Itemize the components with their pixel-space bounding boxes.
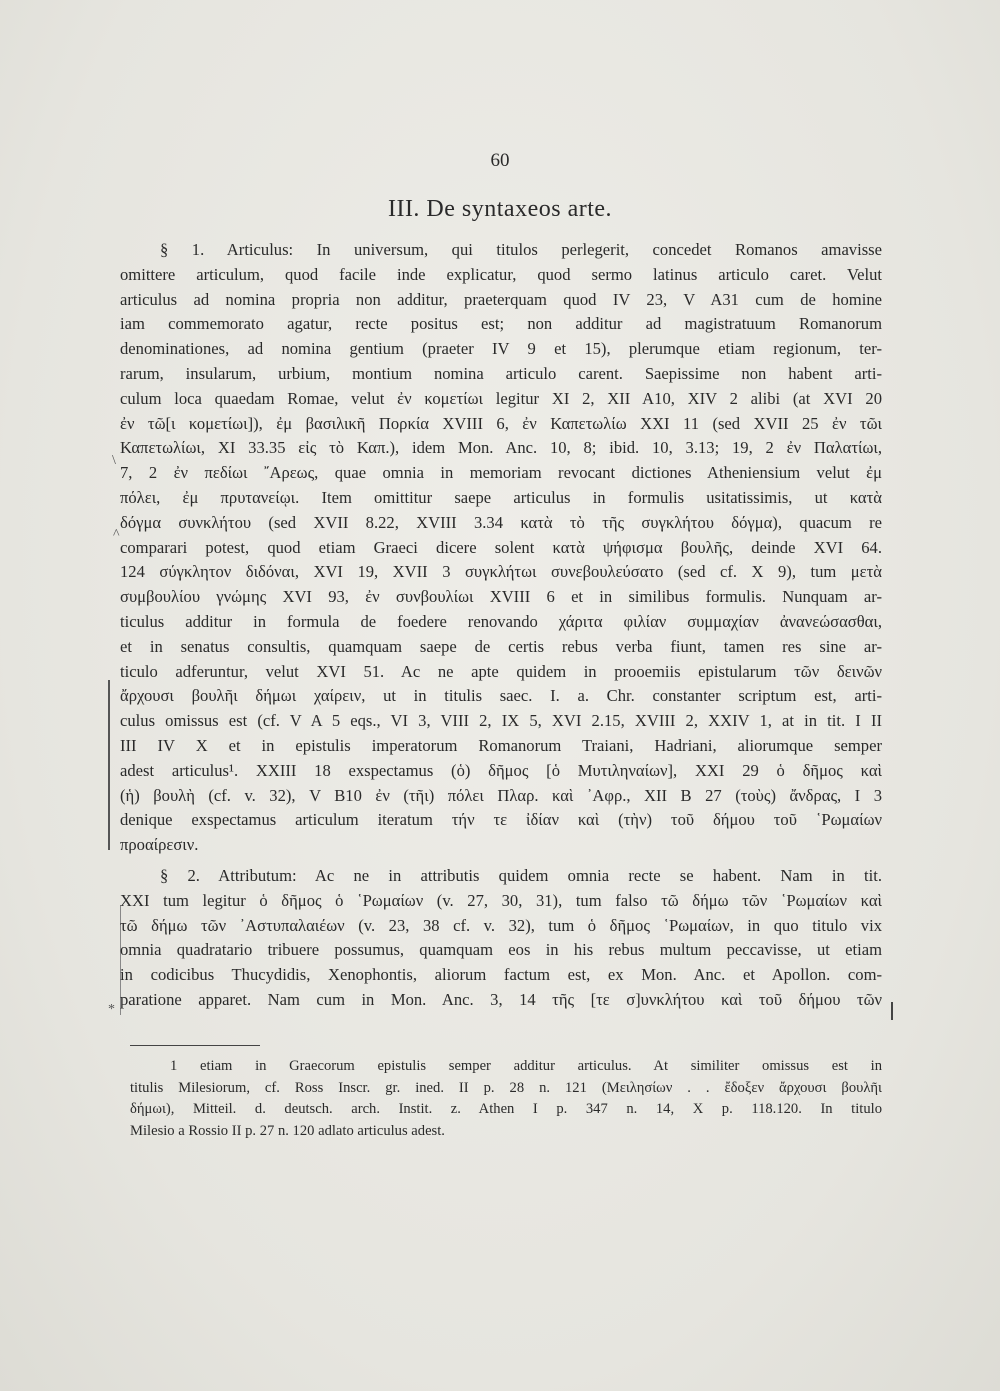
body-line: τῶ δήμω τῶν ᾿Αστυπαλαιέων (v. 23, 38 cf. v. 32), tum ὁ δῆμος ῾Ρωμαίων, in quo titulo vix [120,915,882,935]
body-line: rarum, insularum, urbium, montium nomina articulo carent. Saepissime non habent arti- [120,363,882,383]
footnote-line: δήμωι), Mitteil. d. deutsch. arch. Instit. z. Athen I p. 347 n. 14, X p. 118.120. In titulo [130,1101,882,1117]
body-line: δόγμα συνκλήτου (sed XVII 8.22, XVIII 3.34 κατὰ τὸ τῆς συγκλήτου δόγμα), quacum re [120,512,882,532]
body-line: XXI tum legitur ὁ δῆμος ὁ ῾Ρωμαίων (v. 27, 30, 31), tum falso τῶ δήμω τῶν ῾Ρωμαίων καὶ [120,890,882,910]
footnote-line: 1 etiam in Graecorum epistulis semper additur articulus. At similiter omissus est in [170,1058,882,1074]
body-line: culum loca quaedam Romae, velut ἐν κομετίωι legitur XI 2, XII A10, XIV 2 alibi (at XVI 20 [120,388,882,408]
body-line: πόλει, ἐμ πρυτανείῳι. Item omittitur saepe articulus in formulis usitatissimis, ut κατὰ [120,487,882,507]
margin-mark: \ [112,453,116,468]
body-line: (ἡ) βουλὴ (cf. v. 32), V B10 ἐν (τῆι) πόλει Πλαρ. καὶ ᾿Αφρ., XII B 27 (τοὺς) ἄνδρας, I 3 [120,785,882,805]
body-line: ἄρχουσι βουλῆι δήμωι χαίρειν, ut in titulis saec. I. a. Chr. constanter scriptum est, arti- [120,686,882,706]
margin-bar [108,680,110,850]
body-line: in codicibus Thucydidis, Xenophontis, aliorum factum est, ex Mon. Anc. et Apollon. com- [120,965,882,985]
body-line: § 1. Articulus: In universum, qui titulos perlegerit, concedet Romanos amavisse [160,240,882,259]
body-line: iam commemorato agatur, recte positus est; non additur ad magistratuum Romanorum [120,314,882,334]
body-line: § 2. Attributum: Ac ne in attributis quidem omnia recte se habent. Nam in tit. [160,865,882,885]
footnote-line: Milesio a Rossio II p. 27 n. 120 adlato articulus adest. [130,1122,445,1139]
body-line: προαίρεσιν. [120,835,199,855]
body-line: 7, 2 ἐν πεδίωι ῎Αρεως, quae omnia in memoriam revocant dictiones Atheniensium velut ἐμ [120,463,882,483]
right-bracket [891,1002,893,1020]
footnote-rule [130,1045,260,1046]
body-line: paratione apparet. Nam cum in Mon. Anc. 3, 14 τῆς [τε σ]υνκλήτου καὶ τοῦ δήμου τῶν [120,989,882,1009]
margin-mark: * [108,1002,115,1017]
body-line: συμβουλίου γνώμης XVI 93, ἐν συνβουλίωι XVIII 6 et in similibus formulis. Nunquam ar- [120,587,882,607]
body-line: articulus ad nomina propria non additur, praeterquam quod IV 23, V A31 cum de homine [120,289,882,309]
footnote [130,1056,882,1142]
body-line: denominationes, ad nomina gentium (praeter IV 9 et 15), plerumque etiam regionum, ter- [120,339,882,359]
body-line: comparari potest, quod etiam Graeci dicere solent κατὰ ψήφισμα βουλῆς, deinde XVI 64. [120,537,882,557]
page-number: 60 [490,150,510,171]
body-line: Καπετωλίωι, XI 33.35 εἰς τὸ Καπ.), idem Mon. Anc. 10, 8; ibid. 10, 3.13; 19, 2 ἐν Παλατίωι, [120,438,882,458]
section-title: III. De syntaxeos arte. [387,196,613,222]
body-line: 124 σύγκλητον διδόναι, XVI 19, XVII 3 συγκλήτωι συνεβουλεύσατο (sed cf. X 9), tum μετὰ [120,562,882,582]
body-line: ἐν τῶ[ι κομετίωι]), ἐμ βασιλικῆ Πορκία XVIII 6, ἐν Καπετωλίω XXI 11 (sed XVII 25 ἐν τῶι [120,413,882,433]
body-text [120,238,882,1013]
body-line: denique exspectamus articulum iteratum τήν τε ἰδίαν καὶ (τὴν) τοῦ δήμου τοῦ ῾Ρωμαίων [120,810,882,830]
body-line: ticulus additur in formula de foedere renovando χάριτα φιλίαν συμμαχίαν ἀνανεώσασθαι, [120,611,882,631]
footnote-line: titulis Milesiorum, cf. Ross Inscr. gr. ined. II p. 28 n. 121 (Μειλησίων . . ἔδοξεν ἄρχουσι βουλῆι [130,1079,882,1096]
body-line: III IV X et in epistulis imperatorum Romanorum Traiani, Hadriani, aliorumque semper [120,735,882,755]
body-line: culus omissus est (cf. V A 5 eqs., VI 3, VIII 2, IX 5, XVI 2.15, XVIII 2, XXIV 1, at in tit. I II [120,711,882,731]
body-line: omnia quadratario tribuere possumus, quamquam eos in his rebus multum peccavisse, ut etiam [120,940,882,960]
body-line: adest articulus¹. XXIII 18 exspectamus (ὁ) δῆμος [ὁ Μυτιληναίων], XXI 29 ὁ δῆμος καὶ [120,760,882,780]
margin-mark: ^ [113,527,120,542]
body-line: et in senatus consultis, quamquam saepe de certis rebus verba fiunt, tamen res sine ar- [120,636,882,656]
body-line: omittere articulum, quod facile inde explicatur, quod sermo latinus articulo caret. Velut [120,264,882,284]
body-line: ticulo adferuntur, velut XVI 51. Ac ne apte quidem in prooemiis epistularum τῶν δεινῶν [120,661,882,681]
